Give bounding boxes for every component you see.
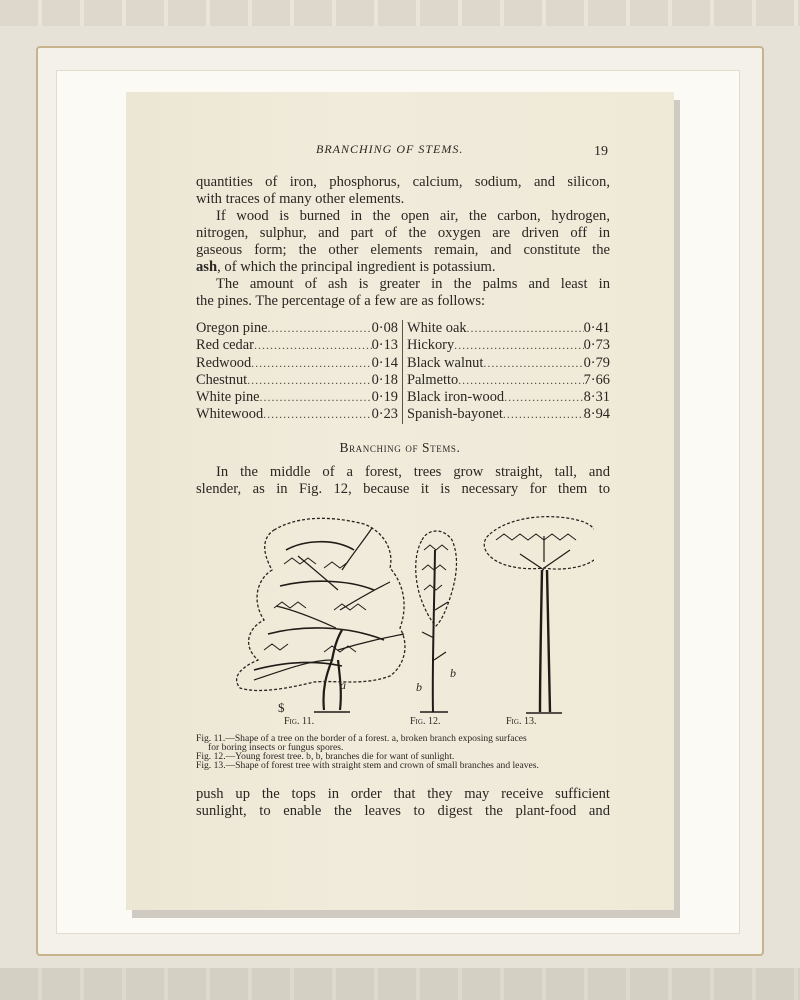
figure-mark-a: a: [340, 678, 346, 692]
ash-value: 0·79: [583, 354, 610, 371]
text-line: In the middle of a forest, trees grow straight, tall, and: [216, 464, 610, 480]
fig-11-tree: [237, 518, 405, 712]
wood-name: Hickory: [407, 337, 455, 354]
text-line: slender, as in Fig. 12, because it is necessary for them to: [196, 481, 610, 497]
ash-value: 0·13: [371, 337, 398, 354]
table-row: [196, 372, 610, 389]
wood-name: Red cedar: [196, 337, 254, 354]
ash-value: 0·41: [583, 320, 610, 336]
text-line: [196, 259, 496, 276]
figure-label-12: Fig. 12.: [410, 716, 441, 727]
ash-value: 0·73: [583, 337, 610, 354]
ash-value: 7·66: [583, 371, 610, 388]
text-line: with traces of many other elements.: [196, 191, 405, 207]
ash-value: 0·18: [371, 371, 398, 388]
text-line: nitrogen, sulphur, and part of the oxygen are driven off in: [196, 225, 610, 241]
wood-name: White oak: [407, 320, 467, 336]
text-line: The amount of ash is greater in the palms and least in: [216, 276, 610, 292]
text-line: gaseous form; the other elements remain, and constitute the: [196, 242, 610, 258]
wood-name: Redwood: [196, 354, 252, 371]
text-line: push up the tops in order that they may receive sufficient: [196, 786, 610, 802]
table-row: [196, 320, 610, 337]
bottom-background-strip: [0, 968, 800, 1000]
text-line: the pines. The percentage of a few are as follows:: [196, 293, 486, 309]
figure-caption: Fig. 11.—Shape of a tree on the border of a forest. a, broken branch exposing surfaces: [196, 733, 527, 744]
ash-value: 0·19: [371, 389, 398, 406]
ash-value: 8·94: [583, 406, 610, 423]
text-line-rest: , of which the principal ingredient is potassium.: [217, 259, 496, 275]
figure-label-13: Fig. 13.: [506, 716, 537, 727]
wood-name: Black iron-wood: [407, 389, 505, 406]
ash-value: 0·23: [371, 406, 398, 423]
ash-value: 0·14: [371, 354, 398, 371]
top-background-strip: [0, 0, 800, 26]
running-header: BRANCHING OF STEMS.: [316, 142, 464, 156]
text-line: sunlight, to enable the leaves to digest the plant-food and: [196, 803, 610, 819]
tree-illustration: [214, 510, 594, 722]
table-row: [196, 389, 610, 406]
wood-name: White pine: [196, 389, 260, 406]
wood-name: Black walnut: [407, 354, 484, 371]
figure-caption: Fig. 13.—Shape of forest tree with straight stem and crown of small branches and leaves.: [196, 760, 539, 771]
table-row: [196, 355, 610, 372]
ash-percentage-table: [196, 320, 610, 424]
figure-caption: Fig. 12.—Young forest tree. b, b, branches die for want of sunlight.: [196, 751, 455, 762]
figure-mark-dollar: $: [278, 700, 285, 715]
bold-term-ash: ash: [196, 259, 218, 275]
wood-name: Chestnut: [196, 371, 248, 388]
page-number: 19: [594, 144, 608, 159]
text-line: quantities of iron, phosphorus, calcium, sodium, and silicon,: [196, 174, 610, 190]
figure-mark-b: b: [450, 666, 456, 680]
figure-label-11: Fig. 11.: [284, 716, 315, 727]
wood-name: Spanish-bayonet: [407, 406, 503, 423]
ash-value: 0·08: [371, 320, 398, 336]
text-line: If wood is burned in the open air, the carbon, hydrogen,: [216, 208, 610, 224]
wood-name: Whitewood: [196, 406, 264, 423]
fig-13-tree: [484, 517, 594, 713]
table-row: [196, 337, 610, 354]
section-heading: Branching of Stems.: [339, 440, 461, 455]
figure-caption: for boring insects or fungus spores.: [208, 742, 344, 753]
wood-name: Oregon pine: [196, 320, 268, 336]
table-row: [196, 406, 610, 423]
book-page: [126, 92, 674, 910]
ash-value: 8·31: [583, 389, 610, 406]
wood-name: Palmetto: [407, 371, 459, 388]
figure-mark-b: b: [416, 680, 422, 694]
